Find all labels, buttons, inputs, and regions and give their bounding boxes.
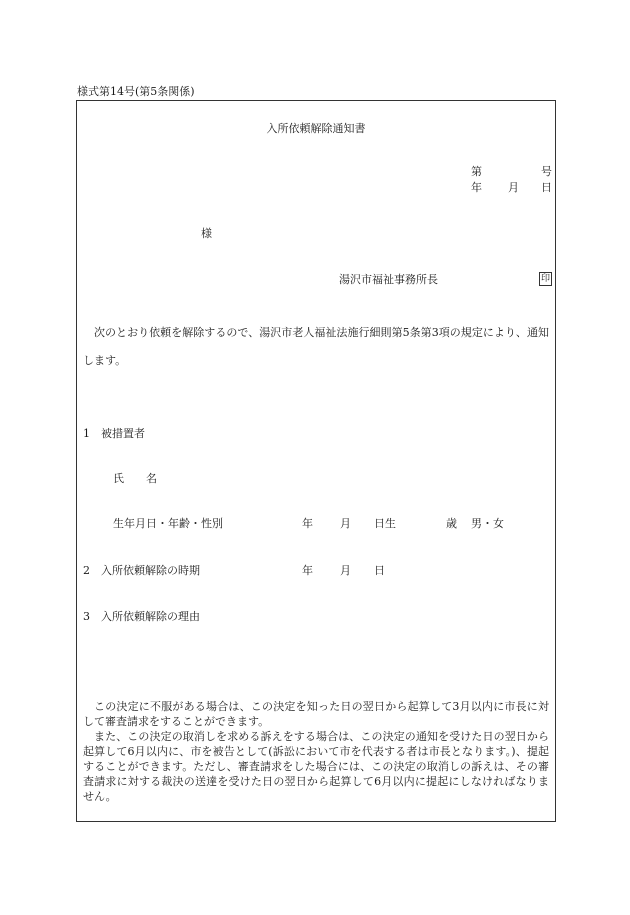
recipient-suffix: 様: [201, 227, 212, 240]
birth-year: 年: [302, 517, 313, 530]
sex-label: 男・女: [471, 517, 504, 530]
seal-mark: 印: [540, 274, 550, 284]
birth-day: 日生: [374, 517, 396, 530]
number-prefix: 第: [471, 165, 482, 178]
number-suffix: 号: [541, 165, 552, 178]
notice-paragraph-2: また、この決定の取消しを求める訴えをする場合は、この決定の通知を受けた日の翌日から起算して6月以内に、市を被告として(訴訟において市を代表する者は市長となります。)、提起することができます。ただし、審査請求をした場合には、この決定の取消しの訴えは、その審査請求に対する裁決の送達を受けた日の翌日から起算して6月以内に提起にしなければなりません。: [83, 730, 549, 803]
section-2-heading: 2 入所依頼解除の時期: [83, 564, 200, 577]
form-frame: [76, 100, 556, 822]
release-day: 日: [374, 564, 385, 577]
issuer-name: 湯沢市福祉事務所長: [339, 273, 438, 286]
appeal-notice: [83, 699, 549, 804]
date-day: 日: [541, 181, 552, 194]
notice-paragraph-1: この決定に不服がある場合は、この決定を知った日の翌日から起算して3月以内に市長に対して審査請求をすることができます。: [83, 700, 549, 728]
section-3-heading: 3 入所依頼解除の理由: [83, 610, 200, 623]
release-year: 年: [302, 564, 313, 577]
date-month: 月: [508, 181, 519, 194]
birth-label: 生年月日・年齢・性別: [113, 517, 223, 530]
intro-text: 次のとおり依頼を解除するので、湯沢市老人福祉法施行細則第5条第3項の規定により、通知します。: [83, 326, 549, 367]
release-month: 月: [340, 564, 351, 577]
document-title: 入所依頼解除通知書: [266, 122, 366, 135]
section-1-heading: 1 被措置者: [83, 427, 145, 440]
age-label: 歳: [446, 517, 457, 530]
date-year: 年: [471, 181, 482, 194]
form-code: 様式第14号(第5条関係): [77, 85, 195, 98]
name-label: 氏 名: [113, 472, 157, 485]
birth-month: 月: [340, 517, 351, 530]
